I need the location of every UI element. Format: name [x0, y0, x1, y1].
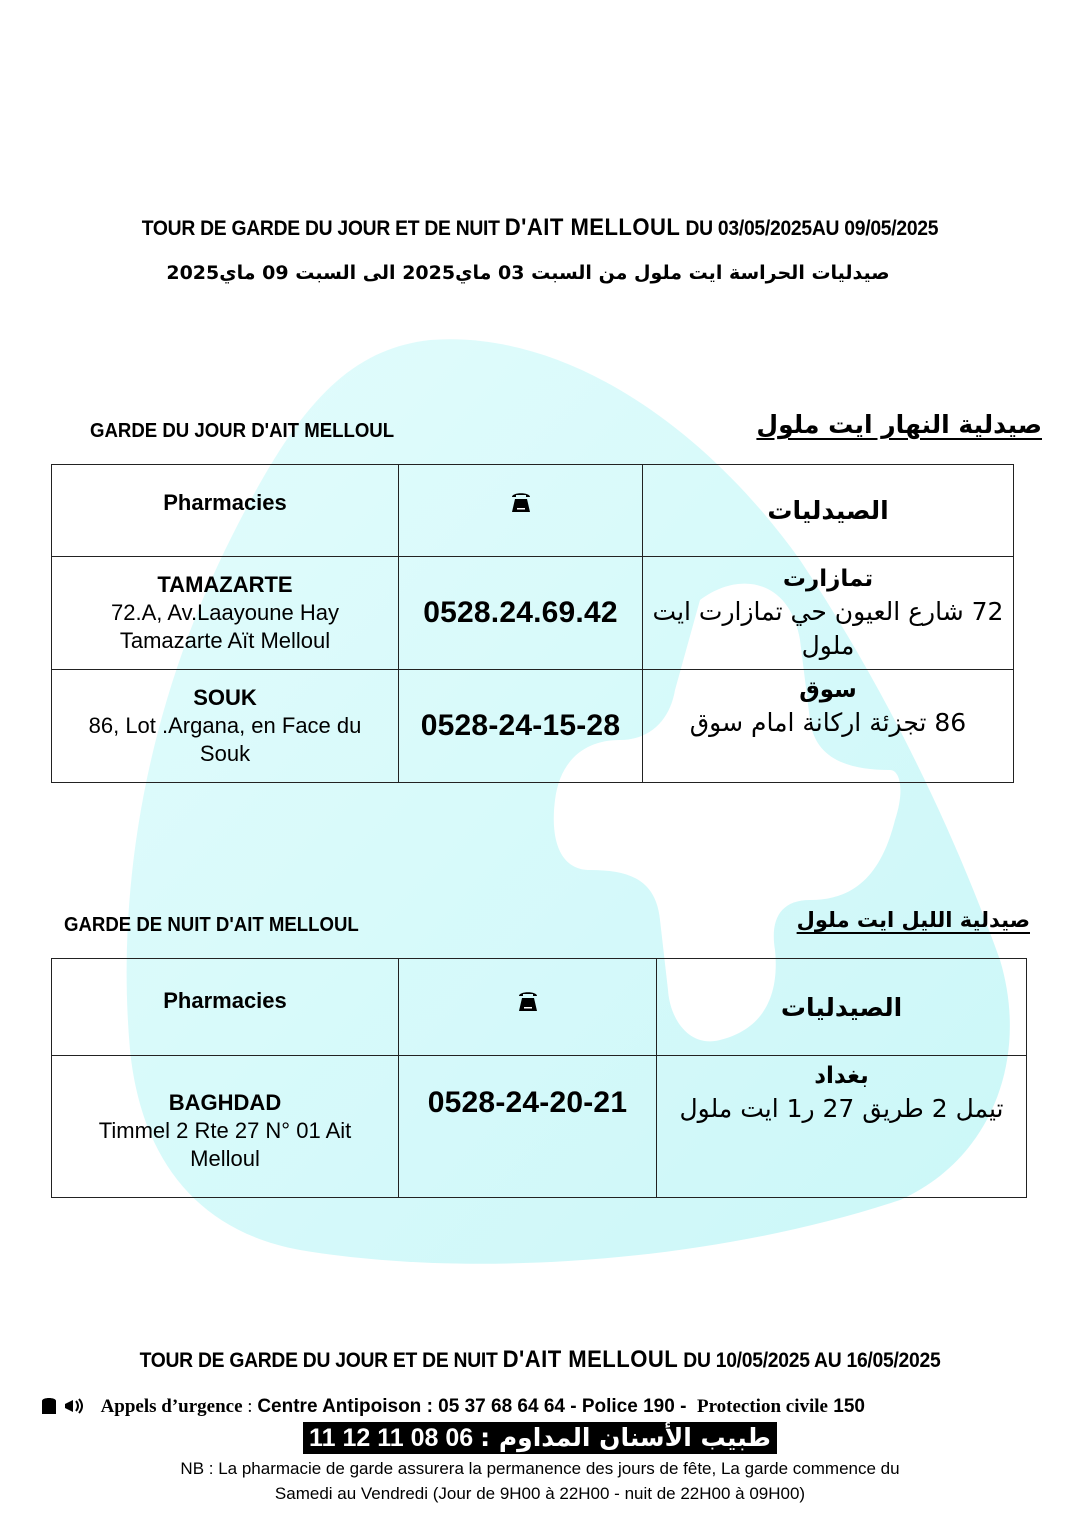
title-dates: DU 10/05/2025 AU 16/05/2025	[683, 1349, 941, 1372]
pharmacy-name-arabic: تمازارت	[782, 566, 874, 592]
pharmacy-cell-fr	[52, 1056, 399, 1198]
pharmacy-cell-ar	[643, 670, 1014, 783]
dentist-number[interactable]: 06 08 11 12 11	[309, 1424, 474, 1452]
pharmacy-name-arabic: سوق	[799, 677, 857, 703]
pharmacy-cell-ar	[657, 1056, 1027, 1198]
night-pharmacies-table	[51, 958, 1027, 1198]
pharmacy-cell-ar	[643, 557, 1014, 670]
next-period-title	[43, 1346, 1037, 1374]
table-row	[52, 670, 1014, 783]
title-prefix: TOUR DE GARDE DU JOUR ET DE NUIT	[139, 1349, 498, 1372]
note-line-2: Samedi au Vendredi (Jour de 9H00 à 22H00 - nuit de 22H00 à 09H00)	[274, 1484, 806, 1503]
pharmacy-name: BAGHDAD	[168, 1089, 282, 1115]
phone-cell	[399, 1056, 657, 1198]
table-row	[52, 1056, 1027, 1198]
pharmacy-address-line: 86, Lot .Argana, en Face du	[88, 713, 362, 738]
dentist-on-duty	[0, 1422, 1080, 1454]
pharmacy-address-line: Tamazarte Aït Melloul	[119, 628, 331, 653]
column-header-label: Pharmacies	[163, 489, 287, 515]
column-header-label: الصيدليات	[780, 992, 903, 1022]
title-city: D'AIT MELLOUL	[504, 214, 681, 241]
dentist-band	[303, 1422, 777, 1454]
telephone-icon	[40, 1397, 58, 1415]
table-header-row	[52, 959, 1027, 1056]
pharmacy-address-line: 72.A, Av.Laayoune Hay	[111, 600, 339, 625]
dentist-label: طبيب الأسنان المداوم :	[480, 1423, 771, 1452]
column-header-label: الصيدليات	[767, 496, 889, 525]
pharmacy-name: SOUK	[193, 685, 257, 710]
day-section-heading: GARDE DU JOUR D'AIT MELLOUL	[90, 420, 395, 442]
megaphone-icon	[63, 1397, 85, 1415]
night-section-heading-arabic: صيدلية الليل ايت ملول	[796, 908, 1030, 932]
phone-cell	[399, 557, 643, 670]
table-header-row	[52, 465, 1014, 557]
emergency-calls	[40, 1396, 865, 1418]
day-pharmacies-table	[51, 464, 1014, 783]
column-header-pharmacies	[52, 959, 399, 1056]
pharmacy-phone[interactable]: 0528.24.69.42	[423, 596, 618, 629]
pharmacy-address-line: Melloul	[190, 1145, 260, 1171]
pharmacy-address-arabic: 86 تجزئة اركانة امام سوق	[689, 708, 967, 737]
emergency-numbers: Centre Antipoison : 05 37 68 64 64 - Police 190 -	[257, 1396, 687, 1417]
note-line-1: NB : La pharmacie de garde assurera la permanence des jours de fête, La garde commence du	[180, 1459, 900, 1478]
pharmacy-phone[interactable]: 0528-24-15-28	[420, 709, 621, 742]
pharmacy-address-line: Timmel 2 Rte 27 N° 01 Ait	[98, 1117, 352, 1143]
pharmacy-address-arabic: تيمل 2 طريق 27 ر1 ايت ملول	[679, 1094, 1004, 1123]
pharmacy-cell-fr	[52, 557, 399, 670]
column-header-arabic	[657, 959, 1027, 1056]
page-title-arabic: صيدليات الحراسة ايت ملول من السبت 03 ماي2025 الى السبت 09 ماي2025	[166, 262, 890, 284]
pharmacy-name-arabic: بغداد	[814, 1063, 869, 1089]
page-title	[43, 214, 1037, 242]
column-header-arabic	[643, 465, 1014, 557]
title-city: D'AIT MELLOUL	[502, 1346, 679, 1373]
column-header-phone	[399, 959, 657, 1056]
pharmacy-address-arabic: 72 شارع العيون حي تمازارت ايت ملول	[652, 597, 1004, 660]
emergency-label: Appels d’urgence	[100, 1396, 243, 1417]
civil-protection-label: Protection civile	[696, 1396, 828, 1417]
table-row	[52, 557, 1014, 670]
column-header-phone	[399, 465, 643, 557]
night-section-heading: GARDE DE NUIT D'AIT MELLOUL	[64, 914, 359, 936]
telephone-icon	[510, 490, 532, 514]
telephone-icon	[517, 989, 539, 1013]
day-section-heading-arabic: صيدلية النهار ايت ملول	[756, 410, 1042, 439]
title-dates: DU 03/05/2025AU 09/05/2025	[685, 217, 939, 240]
pharmacy-name: TAMAZARTE	[157, 572, 293, 597]
pharmacy-phone[interactable]: 0528-24-20-21	[427, 1086, 628, 1119]
column-header-pharmacies	[52, 465, 399, 557]
civil-protection-number: 150	[833, 1396, 865, 1417]
emergency-separator: :	[242, 1396, 258, 1417]
phone-cell	[399, 670, 643, 783]
column-header-label: Pharmacies	[163, 988, 287, 1013]
pharmacy-cell-fr	[52, 670, 399, 783]
pharmacy-address-line: Souk	[199, 741, 251, 766]
title-prefix: TOUR DE GARDE DU JOUR ET DE NUIT	[141, 217, 500, 240]
